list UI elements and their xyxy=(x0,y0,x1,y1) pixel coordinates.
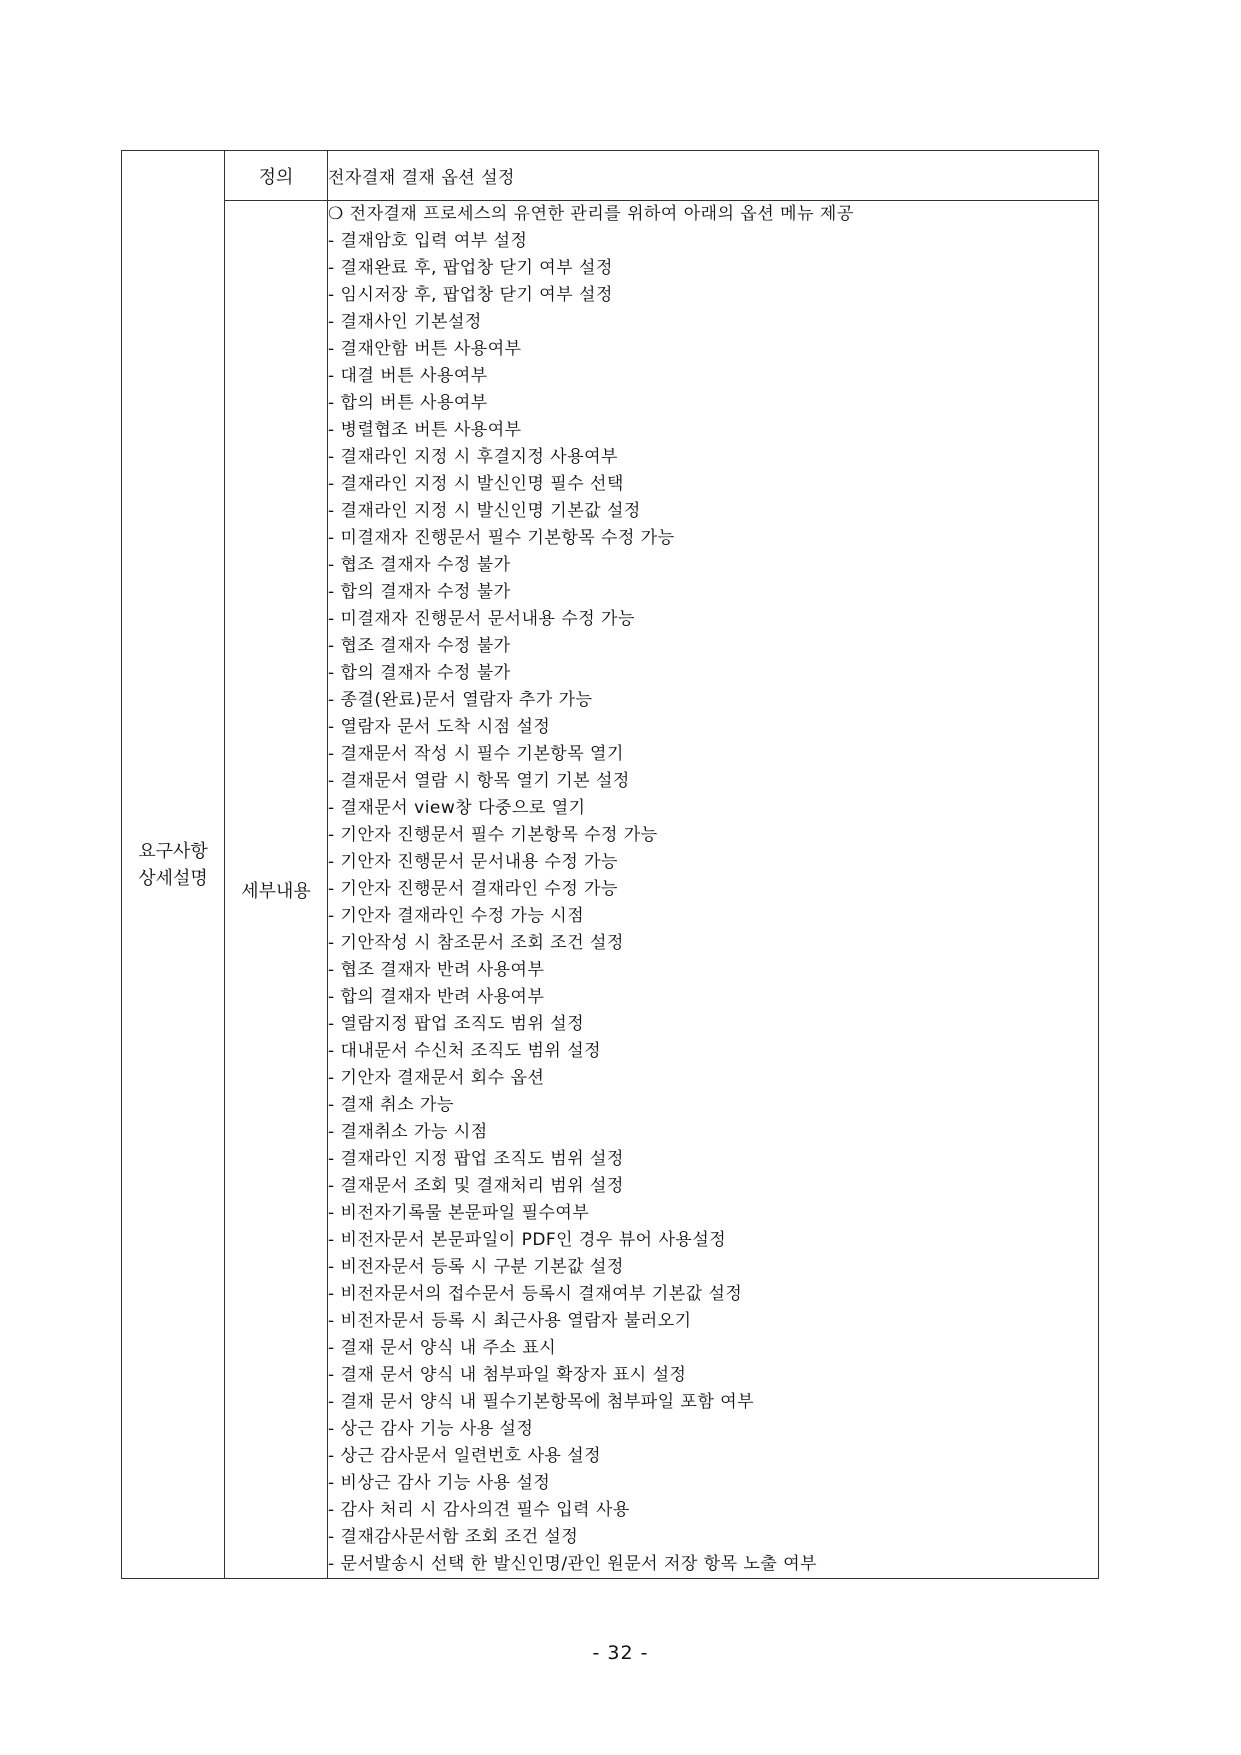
detail-list-item: - 기안자 진행문서 결재라인 수정 가능 xyxy=(328,879,618,899)
definition-row xyxy=(122,151,1099,201)
detail-list-item: - 임시저장 후, 팝업창 닫기 여부 설정 xyxy=(328,285,613,305)
detail-list-item: - 열람지정 팝업 조직도 범위 설정 xyxy=(328,1014,585,1034)
detail-list-item: - 문서발송시 선택 한 발신인명/관인 원문서 저장 항목 노출 여부 xyxy=(328,1554,818,1574)
detail-list-item: - 상근 감사문서 일련번호 사용 설정 xyxy=(328,1446,602,1466)
requirements-table xyxy=(121,150,1099,1579)
detail-list-item: - 종결(완료)문서 열람자 추가 가능 xyxy=(328,690,593,710)
detail-list-item: - 미결재자 진행문서 필수 기본항목 수정 가능 xyxy=(328,528,675,548)
detail-list-item: - 합의 결재자 수정 불가 xyxy=(328,582,511,602)
detail-list-item: - 결재감사문서함 조회 조건 설정 xyxy=(328,1527,579,1547)
detail-list-item: - 결재 문서 양식 내 첨부파일 확장자 표시 설정 xyxy=(328,1365,687,1385)
detail-list-item: - 비전자기록물 본문파일 필수여부 xyxy=(328,1203,590,1223)
detail-intro-line: ❍ 전자결재 프로세스의 유연한 관리를 위하여 아래의 옵션 메뉴 제공 xyxy=(328,204,854,224)
detail-list-item: - 비전자문서의 접수문서 등록시 결재여부 기본값 설정 xyxy=(328,1284,743,1304)
detail-list-item: - 협조 결재자 수정 불가 xyxy=(328,555,511,575)
detail-list-item: - 미결재자 진행문서 문서내용 수정 가능 xyxy=(328,609,635,629)
section-label-cell xyxy=(122,151,225,1579)
detail-list-item: - 결재문서 view창 다중으로 열기 xyxy=(328,798,586,818)
detail-content xyxy=(328,201,1099,1579)
detail-list-item: - 비전자문서 본문파일이 PDF인 경우 뷰어 사용설정 xyxy=(328,1230,727,1250)
detail-list-item: - 비상근 감사 기능 사용 설정 xyxy=(328,1473,551,1493)
detail-list-item: - 결재암호 입력 여부 설정 xyxy=(328,231,528,251)
detail-label: 세부내용 xyxy=(225,201,328,1579)
detail-list-item: - 결재라인 지정 시 발신인명 필수 선택 xyxy=(328,474,624,494)
detail-list-item: - 합의 버튼 사용여부 xyxy=(328,393,488,413)
detail-list-item: - 결재안함 버튼 사용여부 xyxy=(328,339,522,359)
detail-list-item: - 감사 처리 시 감사의견 필수 입력 사용 xyxy=(328,1500,630,1520)
detail-list-item: - 결재문서 조회 및 결재처리 범위 설정 xyxy=(328,1176,624,1196)
detail-list-item: - 결재 문서 양식 내 주소 표시 xyxy=(328,1338,557,1358)
detail-list-item: - 기안자 결재문서 회수 옵션 xyxy=(328,1068,545,1088)
detail-list-item: - 기안자 진행문서 필수 기본항목 수정 가능 xyxy=(328,825,658,845)
detail-list xyxy=(328,201,1098,1578)
detail-list-item: - 합의 결재자 수정 불가 xyxy=(328,663,511,683)
detail-list-item: - 결재라인 지정 시 발신인명 기본값 설정 xyxy=(328,501,641,521)
definition-label: 정의 xyxy=(225,151,328,201)
detail-list-item: - 비전자문서 등록 시 최근사용 열람자 불러오기 xyxy=(328,1311,692,1331)
detail-list-item: - 결재사인 기본설정 xyxy=(328,312,482,332)
page-number: - 32 - xyxy=(592,1642,649,1664)
detail-list-item: - 기안자 진행문서 문서내용 수정 가능 xyxy=(328,852,618,872)
detail-list-item: - 결재 문서 양식 내 필수기본항목에 첨부파일 포함 여부 xyxy=(328,1392,755,1412)
detail-list-item: - 결재 취소 가능 xyxy=(328,1095,454,1115)
detail-list-item: - 협조 결재자 반려 사용여부 xyxy=(328,960,545,980)
detail-list-item: - 협조 결재자 수정 불가 xyxy=(328,636,511,656)
section-label-line-2: 상세설명 xyxy=(138,867,208,889)
detail-list-item: - 결재완료 후, 팝업창 닫기 여부 설정 xyxy=(328,258,613,278)
detail-list-item: - 상근 감사 기능 사용 설정 xyxy=(328,1419,534,1439)
detail-list-item: - 열람자 문서 도착 시점 설정 xyxy=(328,717,551,737)
detail-list-item: - 결재라인 지정 팝업 조직도 범위 설정 xyxy=(328,1149,624,1169)
detail-list-item: - 기안자 결재라인 수정 가능 시점 xyxy=(328,906,585,926)
detail-list-item: - 결재취소 가능 시점 xyxy=(328,1122,488,1142)
detail-list-item: - 합의 결재자 반려 사용여부 xyxy=(328,987,545,1007)
section-label-line-1: 요구사항 xyxy=(138,840,208,862)
detail-list-item: - 결재문서 열람 시 항목 열기 기본 설정 xyxy=(328,771,630,791)
detail-list-item: - 결재문서 작성 시 필수 기본항목 열기 xyxy=(328,744,624,764)
detail-list-item: - 대내문서 수신처 조직도 범위 설정 xyxy=(328,1041,602,1061)
detail-list-item: - 병렬협조 버튼 사용여부 xyxy=(328,420,522,440)
detail-list-item: - 비전자문서 등록 시 구분 기본값 설정 xyxy=(328,1257,624,1277)
detail-list-item: - 대결 버튼 사용여부 xyxy=(328,366,488,386)
detail-row xyxy=(122,201,1099,1579)
definition-text: 전자결재 결재 옵션 설정 xyxy=(328,151,1099,201)
detail-list-item: - 결재라인 지정 시 후결지정 사용여부 xyxy=(328,447,618,467)
detail-list-item: - 기안작성 시 참조문서 조회 조건 설정 xyxy=(328,933,624,953)
